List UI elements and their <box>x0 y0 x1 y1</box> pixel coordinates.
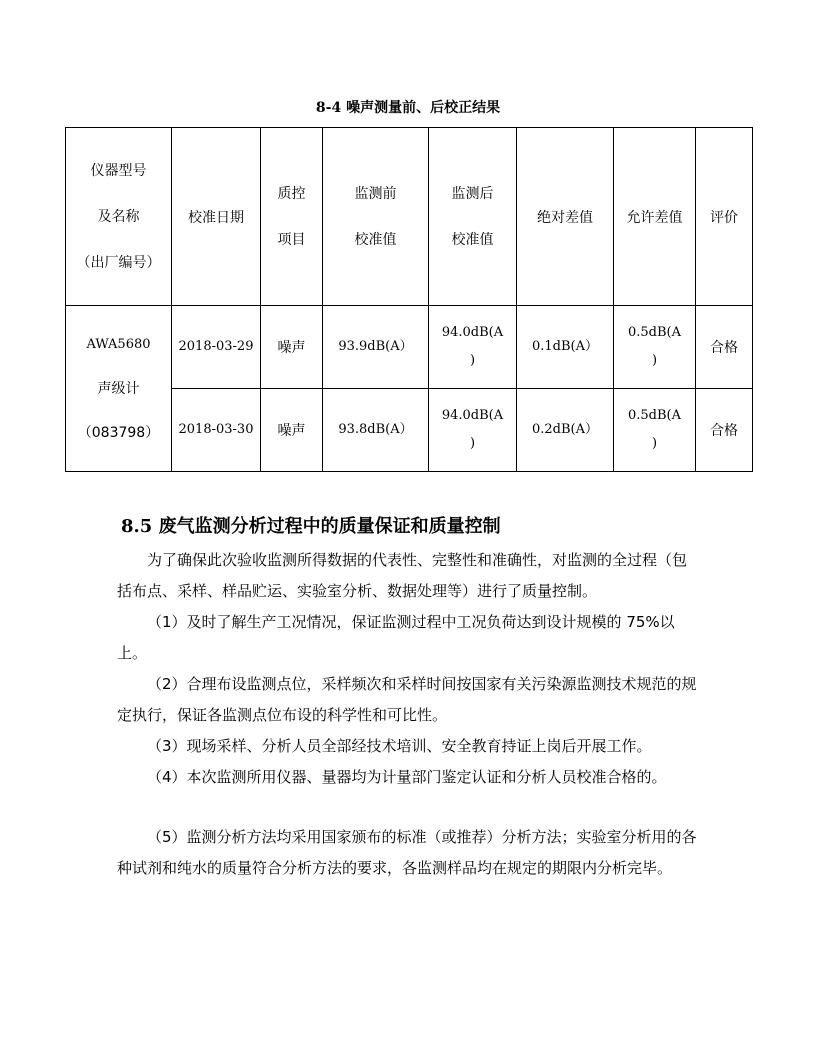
allowed-cell: 0.5dB(A ) <box>614 389 696 472</box>
header-abs-diff: 绝对差值 <box>517 128 614 306</box>
header-evaluation: 评价 <box>696 128 753 306</box>
header-allowed: 允许差值 <box>614 128 696 306</box>
date-cell: 2018-03-29 <box>172 306 261 389</box>
calibration-table <box>65 127 753 472</box>
qc-item-1: （1）及时了解生产工况情况，保证监测过程中工况负荷达到设计规模的 75%以上。 <box>117 613 675 662</box>
table-row <box>66 306 753 389</box>
header-instrument: 仪器型号 及名称 （出厂编号） <box>66 128 172 306</box>
abs-diff-cell: 0.1dB(A） <box>517 306 614 389</box>
qc-cell: 噪声 <box>261 389 323 472</box>
qc-item-3: （3）现场采样、分析人员全部经技术培训、安全教育持证上岗后开展工作。 <box>147 737 652 755</box>
post-value-cell: 94.0dB(A ) <box>429 389 517 472</box>
header-date: 校准日期 <box>172 128 261 306</box>
qc-cell: 噪声 <box>261 306 323 389</box>
header-post: 监测后 校准值 <box>429 128 517 306</box>
table-header-row <box>66 128 753 306</box>
evaluation-cell: 合格 <box>696 389 753 472</box>
header-qc: 质控 项目 <box>261 128 323 306</box>
allowed-cell: 0.5dB(A ) <box>614 306 696 389</box>
post-value-cell: 94.0dB(A ) <box>429 306 517 389</box>
abs-diff-cell: 0.2dB(A） <box>517 389 614 472</box>
instrument-cell: AWA5680 声级计 （083798） <box>66 306 172 472</box>
pre-value-cell: 93.9dB(A） <box>323 306 429 389</box>
date-cell: 2018-03-30 <box>172 389 261 472</box>
header-pre: 监测前 校准值 <box>323 128 429 306</box>
table-caption: 8-4 噪声测量前、后校正结果 <box>315 100 501 116</box>
evaluation-cell: 合格 <box>696 306 753 389</box>
section-heading: 8.5 废气监测分析过程中的质量保证和质量控制 <box>121 516 501 537</box>
qc-item-4: （4）本次监测所用仪器、量器均为计量部门鉴定认证和分析人员校准合格的。 <box>147 768 667 786</box>
qc-item-5: （5）监测分析方法均采用国家颁布的标准（或推荐）分析方法；实验室分析用的各种试剂和纯水的质量符合分析方法的要求，各监测样品均在规定的期限内分析完毕。 <box>117 828 697 877</box>
pre-value-cell: 93.8dB(A） <box>323 389 429 472</box>
qc-item-2: （2）合理布设监测点位，采样频次和采样时间按国家有关污染源监测技术规范的规定执行，保证各监测点位布设的科学性和可比性。 <box>117 675 697 724</box>
intro-paragraph: 为了确保此次验收监测所得数据的代表性、完整性和准确性，对监测的全过程（包括布点、采样、样品贮运、实验室分析、数据处理等）进行了质量控制。 <box>117 551 688 600</box>
